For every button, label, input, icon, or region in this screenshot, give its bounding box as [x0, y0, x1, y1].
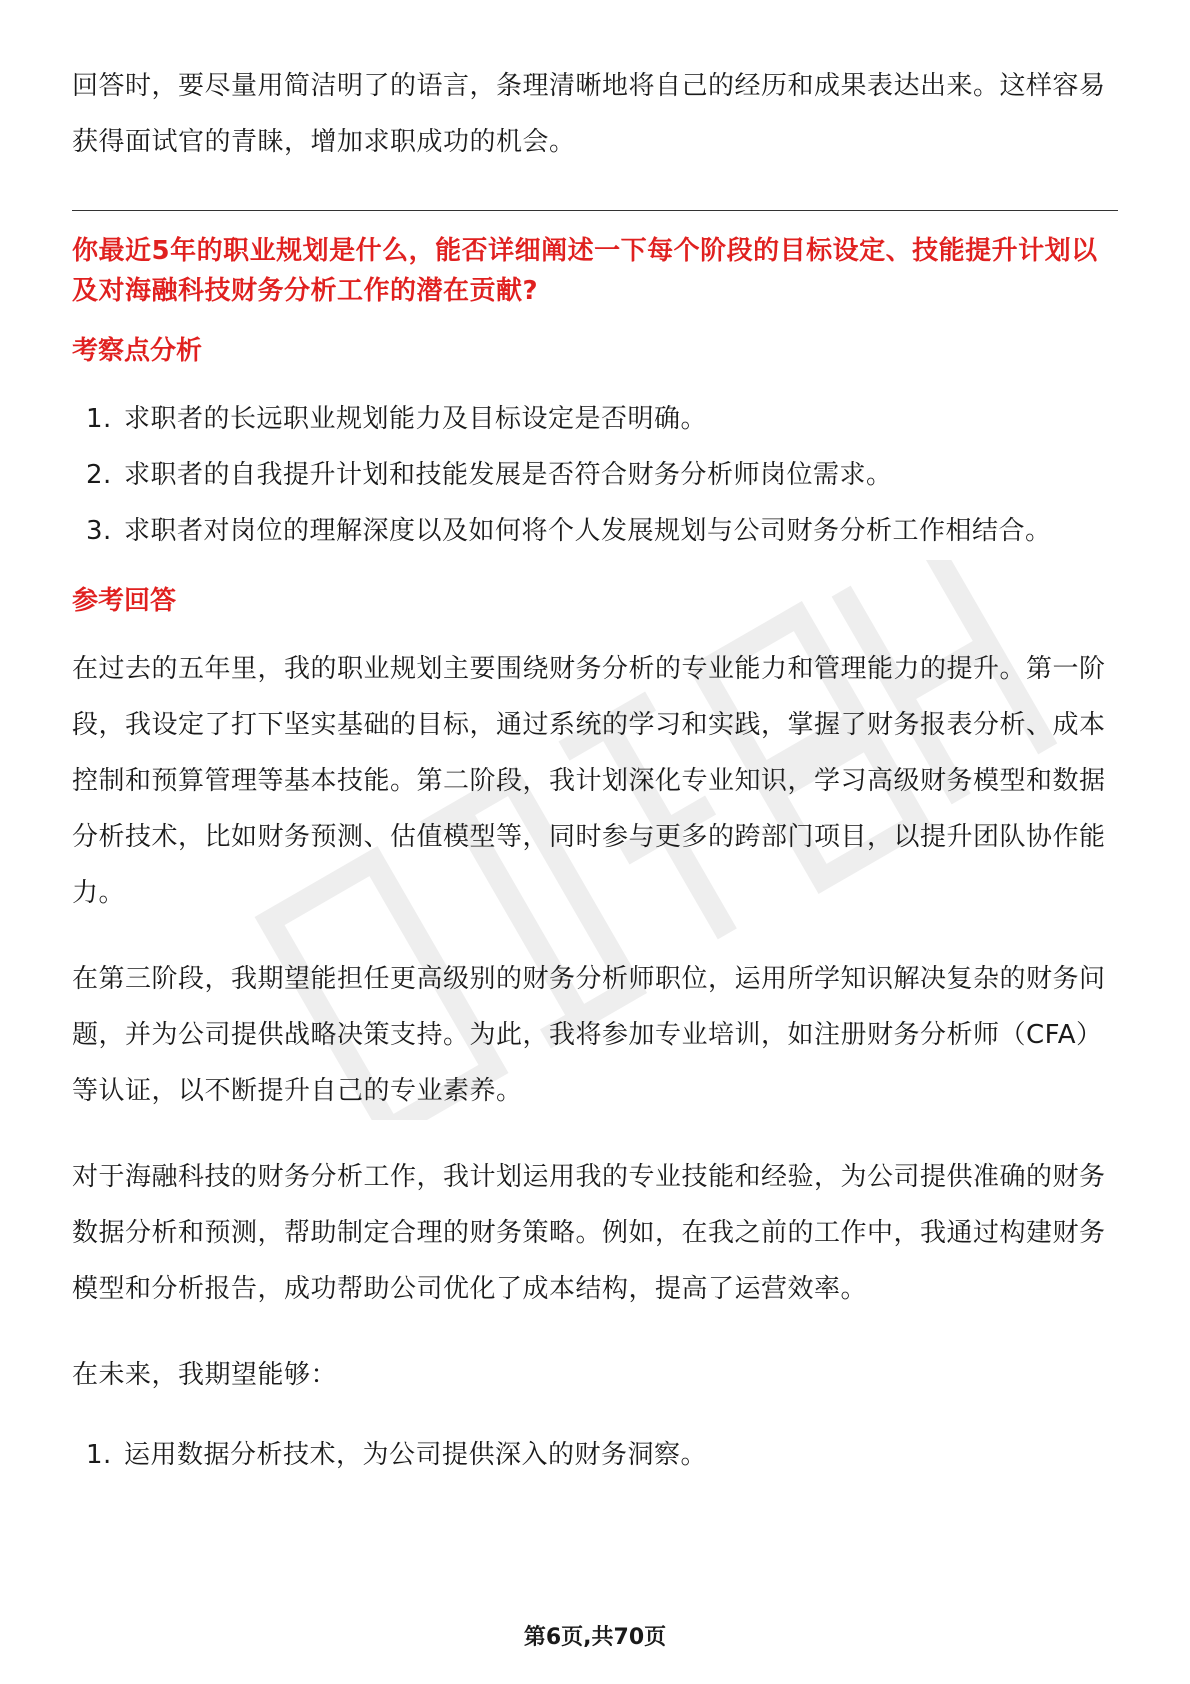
analysis-list [72, 391, 1118, 559]
answer-paragraph: 在第三阶段，我期望能担任更高级别的财务分析师职位，运用所学知识解决复杂的财务问题，并为公司提供战略决策支持。为此，我将参加专业培训，如注册财务分析师（CFA）等认证，以不断提升自己的专业素养。 [72, 964, 1106, 1106]
answer-paragraph: 在过去的五年里，我的职业规划主要围绕财务分析的专业能力和管理能力的提升。第一阶段，我设定了打下坚实基础的目标，通过系统的学习和实践，掌握了财务报表分析、成本控制和预算管理等基本技能。第二阶段，我计划深化专业知识，学习高级财务模型和数据分析技术，比如财务预测、估值模型等，同时参与更多的跨部门项目，以提升团队协作能力。 [72, 654, 1106, 908]
document-page [72, 58, 1118, 1483]
analysis-heading: 考察点分析 [72, 336, 203, 366]
list-number: 2. [86, 460, 112, 490]
list-item-text: 求职者的自我提升计划和技能发展是否符合财务分析师岗位需求。 [124, 460, 893, 490]
list-item-text: 求职者对岗位的理解深度以及如何将个人发展规划与公司财务分析工作相结合。 [124, 516, 1052, 546]
list-item [72, 503, 1118, 559]
answer-paragraph: 对于海融科技的财务分析工作，我计划运用我的专业技能和经验，为公司提供准确的财务数据分析和预测，帮助制定合理的财务策略。例如，在我之前的工作中，我通过构建财务模型和分析报告，成功帮助公司优化了成本结构，提高了运营效率。 [72, 1162, 1106, 1304]
list-item-text: 求职者的长远职业规划能力及目标设定是否明确。 [124, 404, 708, 434]
list-item [72, 1427, 1118, 1483]
list-number: 1. [86, 1440, 112, 1470]
intro-paragraph: 回答时，要尽量用简洁明了的语言，条理清晰地将自己的经历和成果表达出来。这样容易获得面试官的青睐，增加求职成功的机会。 [72, 71, 1106, 157]
list-item [72, 391, 1118, 447]
answer-paragraph: 在未来，我期望能够： [72, 1360, 338, 1390]
question-title: 你最近5年的职业规划是什么，能否详细阐述一下每个阶段的目标设定、技能提升计划以及对海融科技财务分析工作的潜在贡献? [72, 236, 1098, 306]
page-footer: 第6页,共70页 [523, 1625, 667, 1650]
list-item-text: 运用数据分析技术，为公司提供深入的财务洞察。 [124, 1440, 708, 1470]
list-number: 1. [86, 404, 112, 434]
list-item [72, 447, 1118, 503]
list-number: 3. [86, 516, 112, 546]
future-list [72, 1427, 1118, 1483]
section-divider [72, 210, 1118, 211]
answer-heading: 参考回答 [72, 586, 177, 616]
